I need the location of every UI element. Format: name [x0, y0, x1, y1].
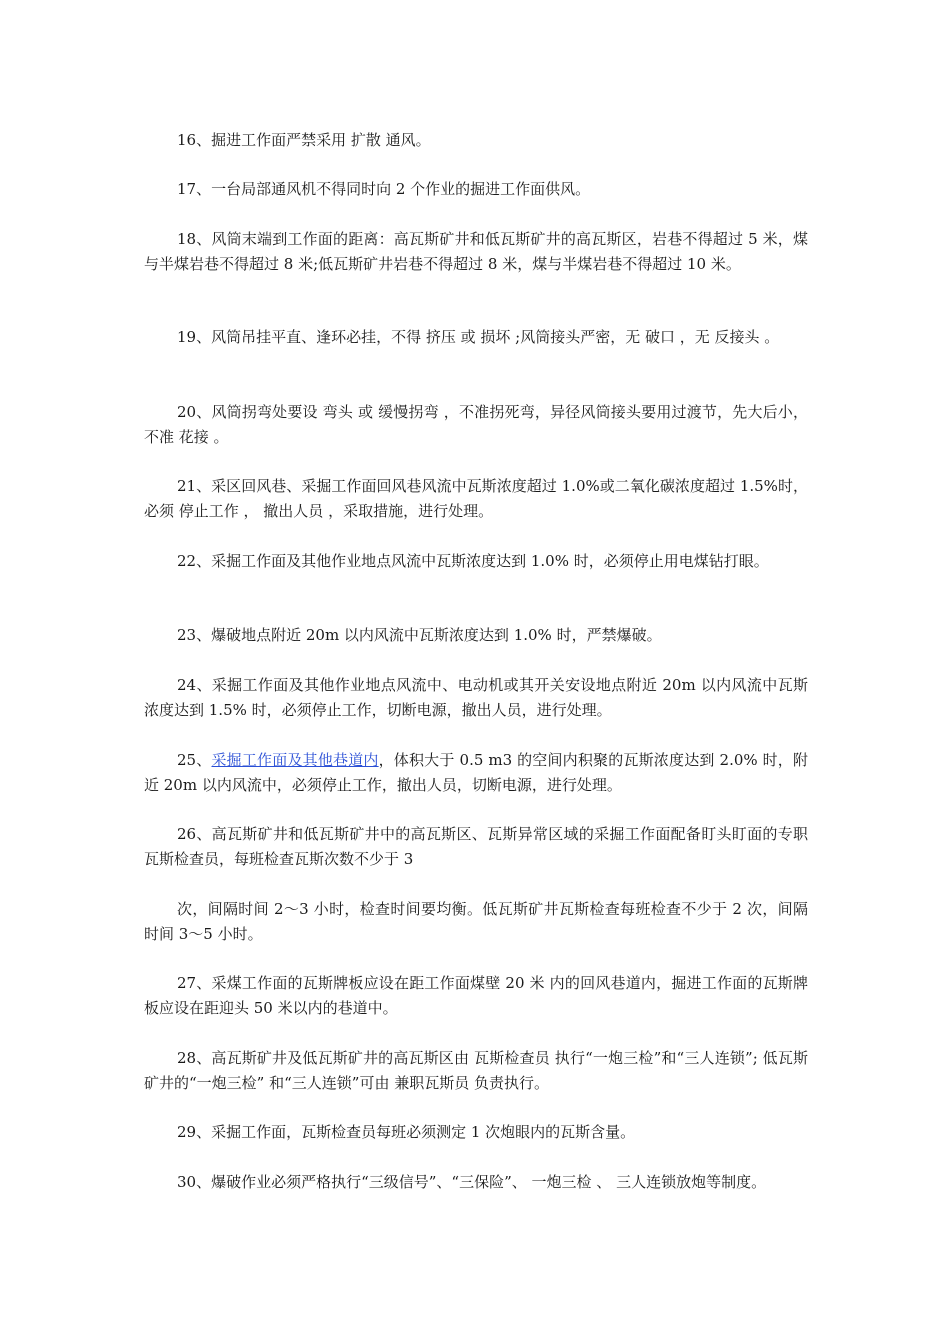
paragraph-16: 16、掘进工作面严禁采用 扩散 通风。: [177, 131, 431, 149]
paragraph-27: 27、采煤工作面的瓦斯牌板应设在距工作面煤壁 20 米 内的回风巷道内，掘进工作面的瓦斯牌板应设在距迎头 50 米以内的巷道中。: [144, 974, 808, 1017]
paragraph-19: 19、风筒吊挂平直、逢环必挂，不得 挤压 或 损坏 ;风筒接头严密，无 破口 ，无 反接头 。: [177, 328, 780, 346]
paragraph-17: 17、一台局部通风机不得同时向 2 个作业的掘进工作面供风。: [177, 180, 591, 198]
paragraph-21: 21、采区回风巷、采掘工作面回风巷风流中瓦斯浓度超过 1.0%或二氧化碳浓度超过 1.5%时，必须 停止工作 ， 撤出人员 ，采取措施，进行处理。: [144, 477, 808, 520]
paragraph-25-link[interactable]: 采掘工作面及其他巷道内: [211, 751, 379, 769]
paragraph-25-prefix: 25、: [177, 751, 212, 769]
paragraph-20: 20、风筒拐弯处要设 弯头 或 缓慢拐弯 ，不准拐死弯，异径风筒接头要用过渡节，先大后小，不准 花接 。: [144, 403, 808, 446]
paragraph-24: 24、采掘工作面及其他作业地点风流中、电动机或其开关安设地点附近 20m 以内风流中瓦斯浓度达到 1.5% 时，必须停止工作，切断电源，撤出人员，进行处理。: [144, 676, 808, 719]
paragraph-23: 23、爆破地点附近 20m 以内风流中瓦斯浓度达到 1.0% 时，严禁爆破。: [177, 626, 662, 644]
paragraph-26-continued: 次，间隔时间 2～3 小时，检查时间要均衡。低瓦斯矿井瓦斯检查每班检查不少于 2 次，间隔时间 3～5 小时。: [144, 900, 808, 943]
paragraph-30: 30、爆破作业必须严格执行“三级信号”、“三保险”、 一炮三检 、 三人连锁放炮等制度。: [177, 1173, 767, 1191]
paragraph-22: 22、采掘工作面及其他作业地点风流中瓦斯浓度达到 1.0% 时，必须停止用电煤钻打眼。: [177, 552, 769, 570]
paragraph-28: 28、高瓦斯矿井及低瓦斯矿井的高瓦斯区由 瓦斯检查员 执行“一炮三检”和“三人连锁”; 低瓦斯矿井的“一炮三检” 和“三人连锁”可由 兼职瓦斯员 负责执行。: [144, 1049, 808, 1092]
paragraph-29: 29、采掘工作面，瓦斯检查员每班必须测定 1 次炮眼内的瓦斯含量。: [177, 1123, 636, 1141]
paragraph-25: [144, 748, 808, 797]
paragraph-25-text: ，体积大于 0.5 m3 的空间内积聚的瓦斯浓度达到 2.0% 时，附近 20m 以内风流中，必须停止工作，撤出人员，切断电源，进行处理。: [144, 751, 808, 794]
paragraph-18: 18、风筒末端到工作面的距离：高瓦斯矿井和低瓦斯矿井的高瓦斯区，岩巷不得超过 5 米，煤与半煤岩巷不得超过 8 米;低瓦斯矿井岩巷不得超过 8 米，煤与半煤岩巷不得超过 10 米。: [144, 230, 808, 273]
paragraph-26: 26、高瓦斯矿井和低瓦斯矿井中的高瓦斯区、瓦斯异常区域的采掘工作面配备盯头盯面的专职瓦斯检查员，每班检查瓦斯次数不少于 3: [144, 825, 808, 868]
